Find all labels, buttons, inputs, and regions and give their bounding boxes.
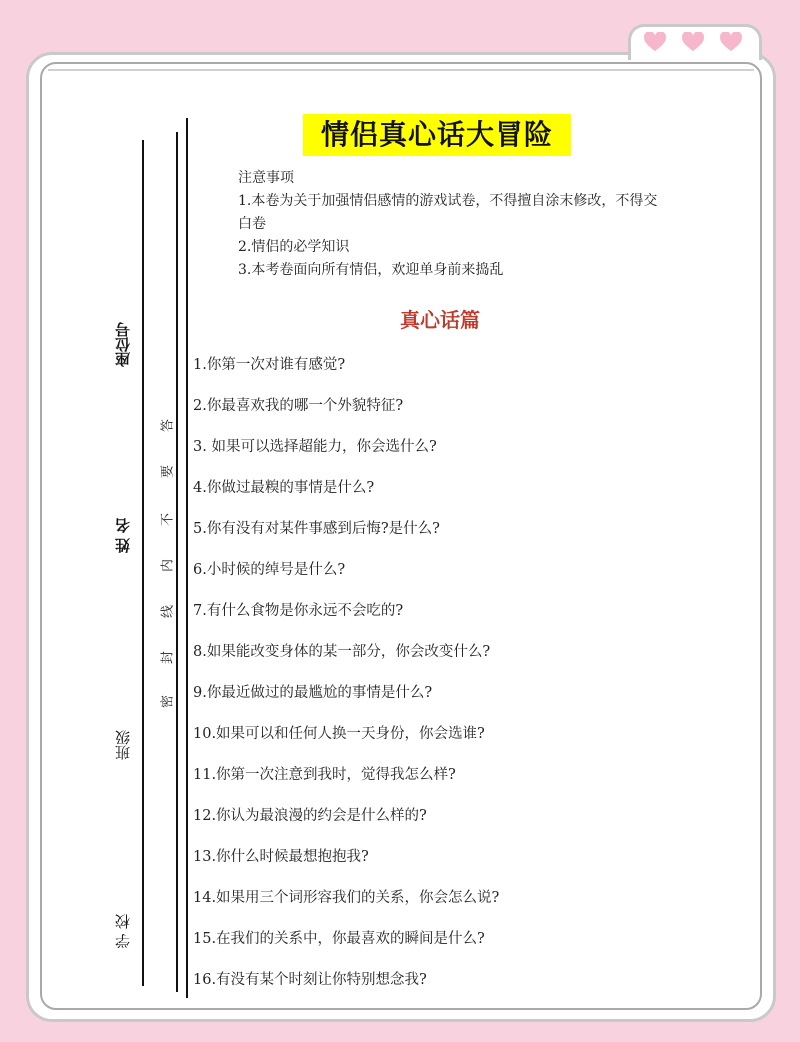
question-item: 12.你认为最浪漫的约会是什么样的?	[193, 808, 427, 824]
question-item: 11.你第一次注意到我时，觉得我怎么样?	[193, 767, 456, 783]
question-item: 8.如果能改变身体的某一部分，你会改变什么?	[193, 644, 491, 660]
notes-block	[238, 167, 670, 282]
school-label: 学 校	[114, 914, 132, 949]
question-item: 2.你最喜欢我的哪一个外貌特征?	[193, 398, 404, 414]
question-item: 5.你有没有对某件事感到后悔?是什么?	[193, 521, 440, 537]
class-label: 班级	[114, 730, 132, 760]
heart-icon	[644, 32, 666, 52]
seal-char: 内	[160, 559, 176, 573]
question-item: 4.你做过最糗的事情是什么?	[193, 480, 375, 496]
seal-char: 密	[160, 695, 176, 709]
question-item: 6.小时候的绰号是什么?	[193, 562, 346, 578]
question-item: 1.你第一次对谁有感觉?	[193, 357, 346, 373]
question-item: 13.你什么时候最想抱抱我?	[193, 849, 369, 865]
seal-char: 要	[160, 465, 176, 479]
heart-icon	[682, 32, 704, 52]
page-title: 情侣真心话大冒险	[303, 114, 571, 156]
question-list	[193, 351, 753, 1007]
top-rule	[48, 69, 754, 71]
seat-label: 座位号	[114, 322, 132, 367]
binding-line-middle	[176, 132, 178, 992]
seal-char: 答	[160, 419, 176, 433]
binding-line-inner	[186, 118, 188, 998]
question-item: 9.你最近做过的最尴尬的事情是什么?	[193, 685, 433, 701]
question-item: 15.在我们的关系中，你最喜欢的瞬间是什么?	[193, 931, 485, 947]
binding-line-outer	[142, 140, 144, 986]
question-item: 3. 如果可以选择超能力，你会选什么?	[193, 439, 437, 455]
notes-item: 3.本考卷面向所有情侣，欢迎单身前来捣乱	[238, 262, 504, 278]
heart-icon	[720, 32, 742, 52]
seal-char: 不	[160, 513, 176, 527]
question-item: 16.有没有某个时刻让你特别想念我?	[193, 972, 427, 988]
notes-item: 2.情侣的必学知识	[238, 239, 350, 255]
seal-char: 线	[160, 605, 176, 619]
question-item: 14.如果用三个词形容我们的关系，你会怎么说?	[193, 890, 500, 906]
notes-item: 1.本卷为关于加强情侣感情的游戏试卷，不得擅自涂末修改，不得交白卷	[238, 193, 658, 232]
seal-char: 封	[160, 651, 176, 665]
notes-heading: 注意事项	[238, 170, 294, 186]
name-label: 姓 名	[114, 518, 132, 554]
question-item: 10.如果可以和任何人换一天身份，你会选谁?	[193, 726, 485, 742]
question-item: 7.有什么食物是你永远不会吃的?	[193, 603, 404, 619]
section-title: 真心话篇	[400, 308, 480, 332]
